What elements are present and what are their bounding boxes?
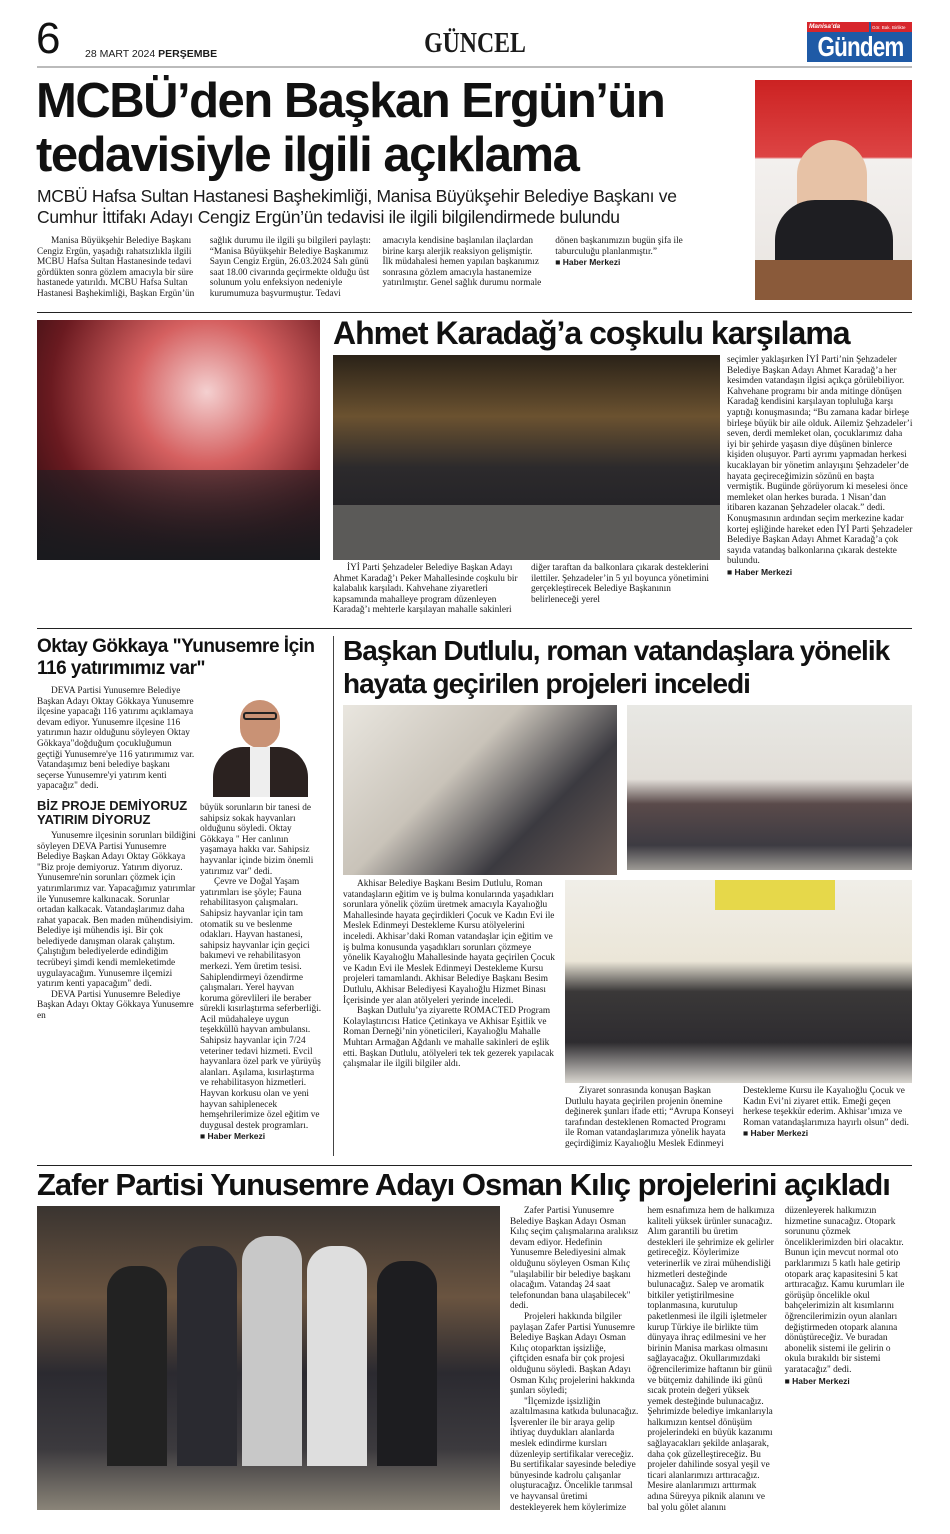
- article4-quote: [565, 1086, 912, 1156]
- article5-body: [510, 1206, 913, 1516]
- article3-subhead: BİZ PROJE DEMİYORUZ YATIRIM DİYORUZ: [37, 797, 188, 828]
- article3-paragraph: Yunusemre ilçesinin sorunları bildiğini söyleyen DEVA Partisi Yunusemre Belediye Başkan Adayı Oktay Gökkaya "Biz proje demiyoruz. Yatırım diyoruz. Yunusemre'nin sorunları çözmek için yatırımlarımız var. Yapacağımız yatırımlar ile Yunusemre kalkınacak. Sorunlar ortadan kalkacak. Vatandaşlarımız daha rahat yapacak. Ben maden mühendisiyim. Belediye işi mühendis işi. Bir çok belediyede danışman olarak çalıştım. Çalıştığım belediyelerde edindiğim tecrübeyi şimdi kendi memleketimde uygulayacağım. Yunusemre ilçemizi yatırım kenti yapacağım" dedi.: [37, 830, 196, 990]
- article3-paragraph: büyük sorunların bir tanesi de sahipsiz sokak hayvanları olduğunu söyledi. Oktay Gökkaya " Her canlının yaşamaya hakkı var. Sahipsiz hayvanlar içinde bizim önemli yatırımız var" dedi.: [200, 803, 314, 877]
- article4-headline: Başkan Dutlulu, roman vatandaşlara yönelik hayata geçirilen projeleri inceledi: [343, 635, 890, 699]
- logo-tag: Gör. Bak. Birlikte: [871, 22, 912, 32]
- logo-main: Gündem: [817, 31, 904, 62]
- article2-headline: Ahmet Karadağ’a coşkulu karşılama: [333, 315, 850, 351]
- article5-headline: Zafer Partisi Yunusemre Adayı Osman Kılıç projelerini açıkladı: [37, 1167, 890, 1202]
- newspaper-logo: [807, 22, 912, 62]
- column-divider: [333, 636, 334, 1156]
- logo-top: Manisa'da: [807, 22, 869, 32]
- article3-paragraph: Çevre ve Doğal Yaşam yatırımları ise şöyle; Fauna rehabilitasyon çalışmaları. Sahipsiz hayvanlar için tam otomatik su ve beslenme odakları. Hayvan hastanesi, sahipsiz hayvanlar için geçici bakımevi ve rehabilitasyon merkezi. Yem üretim tesisi. Sahiplendirmeyi özendirme çalışmaları. Yerel hayvan koruma görevlileri ile beraber sürekli kısırlaştırma seferberliği. Acil müdahaleye uygun teşekküllü hayvan ambulansı. Sahipsiz hayvanlar için 7/24 veteriner tedavi hizmeti. Evcil hayvanlara özel park ve yürüyüş alanları. Aşılama, kısırlaştırma ve rehabilitasyon hizmetleri. Hayvan korkusu olan ve yeni hayvan sahiplenecek hemşehrilerimize özel eğitim ve duygusal destek programları.: [200, 877, 322, 1131]
- weekday: PERŞEMBE: [158, 48, 218, 60]
- article3-paragraph: DEVA Partisi Yunusemre Belediye Başkan Adayı Oktay Gökkaya Yunusemre en: [37, 989, 194, 1022]
- byline: ■ Haber Merkezi: [200, 1131, 265, 1141]
- article1-photo-ergun: [755, 80, 912, 300]
- article1-subtitle: MCBÜ Hafsa Sultan Hastanesi Başhekimliği, Manisa Büyükşehir Belediye Başkanı ve Cumhur İttifakı Adayı Cengiz Ergün’ün tedavisi ile ilgili bilgilendirmede bulundu: [37, 186, 677, 227]
- article5-paragraph: "İlçemizde işsizliğin azaltılmasına katkıda bulunacağız. İşverenler ile bir araya gelip ihtiyaç duydukları alanlarda meslek edindirme kursları düzenleyip sertifikalar vereceğiz. Bu sertifikalar sayesinde belediye bünyesinde kadrolu çalışanlar oluşturacağız. Öncelikle tarımsal ve hayvansal üretimi destekleyerek hem köylerimize hem esnafımıza hem de halkımıza kaliteli yüksek ürünler sunacağız. Alım garantili bu üretim destekleri ile şehrimize ek gelirler getireceğiz. Köylerimize veterinerlik ve zirai mühendisliği hizmetleri desteğinde bulunacağız. Salep ve aromatik bitkiler yetiştirilmesine toplanmasına, kurutulup paketlenmesi ile ilgili işletmeler kurup Türkiye ile birlikte tüm dünyaya ihraç edilmesini ve her birinin Manisa markası olmasını sağlayacağız. Okullarımızdaki öğrencilerimize haftanın bir günü ve bütçemiz dahilinde iki günü sıcak protein değeri yüksek yemek desteğinde bulunacağız. Şehrimizde belediye imkanlarıyla halkımızın kentsel dönüşüm projelerindeki en büyük kazanımı sağlayacakları şekilde anlaşarak, daha çok güzelleştireceğiz. Bu projeler dahilinde sosyal yeşil ve ticari alanlarımızı arttıracağız. Mesire alanlarımızı arttırmak adına Süreyya piknik alanını ve bal yolu gölet alanını düzenleyerek halkımızın hizmetine sunacağız. Otopark sorununu çözmek önceliklerimizden biri olacaktır. Bunun için mevcut normal oto parklarımızı 5 katlı hale getirip otopark araç kapasitesini 5 kat arttıracağız. Kamu kurumları ile görüşüp öncelikle okul bahçelerimizin alt kısımlarını öğrencilerimizin oyun alanları değiştirmeden otopark alanına dönüştüreceğiz. Ve buradan abonelik sistemi ile gelirin o okula bırakıldı bir sistemi yaratacağız" dedi.: [510, 1206, 905, 1513]
- article3-headline: Oktay Gökkaya "Yunusemre İçin 116 yatırımımız var": [37, 636, 315, 679]
- byline: ■ Haber Merkezi: [727, 567, 792, 577]
- byline: ■ Haber Merkezi: [743, 1128, 808, 1138]
- article4-paragraph: Başkan Dutlulu’ya ziyarette ROMACTED Program Kolaylaştırıcısı Hatice Çetinkaya ve Akhisar Eşitlik ve Roman Derneği’nin yöneticileri, Kayalıoğlu Mahalle Muhtarı Armağan Ağdanlı ve mahalle sakinleri de eşlik etti. Başkan Dutlulu, atölyeleri tek tek gezerek yapılacak çalışmalar ile ilgili bilgiler aldı.: [343, 1006, 554, 1070]
- issue-date: [85, 48, 217, 60]
- article1-body: [37, 236, 717, 302]
- divider: [37, 312, 912, 313]
- section-title: GÜNCEL: [424, 28, 526, 59]
- article4-photo-group: [627, 705, 912, 870]
- article5-paragraph: Zafer Partisi Yunusemre Belediye Başkan Adayı Osman Kılıç seçim çalışmalarına aralıksız devam ediyor. Hedefinin Yunusemre Belediyesini almak olduğunu söyleyen Osman Kılıç "ulaşılabilir bir belediye başkanı olacağım. Vatandaş 24 saat telefonundan bana ulaşabilecek" dedi.: [510, 1206, 639, 1312]
- article2-side-column: [727, 355, 913, 578]
- byline: ■ Haber Merkezi: [555, 257, 620, 267]
- article2-photo-crowd: [333, 355, 720, 560]
- header-rule: [37, 66, 912, 68]
- article3-column1: [37, 686, 199, 1022]
- page-number: 6: [36, 14, 61, 63]
- article4-photo-visit: [343, 705, 617, 875]
- date: 28 MART 2024: [85, 48, 156, 60]
- article3-column2: [200, 803, 324, 1143]
- article4-body: [343, 879, 556, 1070]
- article3-paragraph: DEVA Partisi Yunusemre Belediye Başkan Adayı Oktay Gökkaya Yunusemre ilçesine yapacağı 116 yatırımı açıklamaya devam ediyor. Yunusemre ilçesine 116 yatırımın hazır olduğunu söyleyen Oktay Gökkaya"doğduğum çocukluğumun geçtiği Yunusemre'ye 116 yatırımımız var. Vatandaşımız beni belediye başkanı seçerse Yunusemre'yi yatırım kenti yapacağız" dedi.: [37, 686, 195, 792]
- article2-paragraph: İYİ Parti Şehzadeler Belediye Başkan Adayı Ahmet Karadağ’ı Peker Mahallesinde coşkulu bir kalabalık karşıladı. Kahvehane ziyaretleri kapsamında mahalleye program düzenleyen Karadağ’ı mehterle karşılayan mahalle sakinleri diğer taraftan da balkonlara çıkarak desteklerini ilettiler. Şehzadeler’in 5 yıl boyunca yönetimini gerçekleştirecek Belediye Başkanının belirleneceği yerel: [333, 563, 709, 616]
- article5-photo-kilic-youth: [37, 1206, 500, 1510]
- article2-photo-flares: [37, 320, 320, 560]
- article4-paragraph: Akhisar Belediye Başkanı Besim Dutlulu, Roman vatandaşların eğitim ve iş bulma konularında yaşadıkları sorunlara yönelik çözüm üretmek amacıyla Kayalıoğlu Mahallesinde hayata geçirdikleri Çocuk ve Kadın Evi ile Meslek Edinmeyi Destekleme Kursu atölyelerini inceledi. Akhisar’daki Roman vatandaşlar için eğitim ve iş bulma konusunda yaşadıkları sorunları çözmeye yönelik Kayalıoğlu Mahallesinde hayata geçirilen Çocuk ve Kadın Evi ile Meslek Edinmeyi Destekleme Kursu projeleri tamamlandı. Akhisar Belediye Başkanı Besim Dutlulu, Akhisar Belediyesi Kayalıoğlu Hizmet Binası İçerisinde yer alan atölyeleri yerinde inceledi.: [343, 879, 555, 1006]
- divider: [37, 628, 912, 629]
- article3-photo-gokkaya: [205, 692, 320, 797]
- article1-headline: MCBÜ’den Başkan Ergün’ün tedavisiyle ilgili açıklama: [36, 74, 665, 182]
- divider: [37, 1165, 912, 1166]
- article5-paragraph: Projeleri hakkında bilgiler paylaşan Zafer Partisi Yunusemre Belediye Başkan Adayı Osman Kılıç otoparktan işsizliğe, çiftçiden esnafa bir çok projesi olduğunu söyledi. Başkan Adayı Osman Kılıç projelerini hakkında şunları söyledi;: [510, 1311, 635, 1397]
- article2-paragraph: seçimler yaklaşırken İYİ Parti’nin Şehzadeler Belediye Başkan Adayı Ahmet Karadağ’a her kesimden vatandaşın ilgisi açıkça görülebiliyor. Kahvehane programı bir anda mitinge dönüşen Karadağ kendisini karşılayan topluluğa karşı yaptığı konuşmasında; “Bu zamana kadar birleşe birleşe büyük bir aile olduk. Ailemiz Şehzadeler’i seven, derdi memleket olan, çocuklarımız daha iyi bir şehirde yaşasın diye düşünen binlerce kişiden oluşuyor. Parti ayrımı yapmadan herkesi kucaklayan bir yönetim anlayışını Şehzadeler’de hayata geçireceğimizin sözünü en başta vermiştik. Bugünde görüyorum ki meselesi önce memleket olan herkes burada. 1 Nisan’dan itibaren kazanan Şehzadeler olacak.” dedi. Konuşmasının ardından seçim merkezine kadar kortej eşliğinde hareket eden İYİ Parti Şehzadeler Belediye Başkan Adayı Ahmet Karadağ’a çok sayıda vatandaş balkonlarına çıkarak destekte bulundu.: [727, 355, 913, 567]
- article2-caption-body: [333, 563, 720, 619]
- article1-paragraph: Manisa Büyükşehir Belediye Başkanı Cengiz Ergün, yaşadığı rahatsızlıkla ilgili MCBU Hafsa Sultan Hastanesinde tedavi gördükten sonra gözlem amacıyla bir süre hastanede yatırıldı. MCBU Hafsa Sultan Hastanesi Başhekimliği, Başkan Ergün’ün sağlık durumu ile ilgili şu bilgileri paylaştı: “Manisa Büyükşehir Belediye Başkanımız Sayın Cengiz Ergün, 26.03.2024 Salı günü saat 18.00 civarında geçirmekte olduğu üst solunum yolu enfeksiyon nedeniyle kurumumuza başvurmuştur. Tedavi amacıyla kendisine başlanılan ilaçlardan birine karşı alerjik reaksiyon gelişmiştir. İlk müdahalesi hemen yapılan başkanımız sonrasına gözlem amacıyla hastanemize yatırılmıştır. Genel sağlık durumu normale dönen başkanımızın bugün şifa ile taburculuğu planlanmıştır.”: [37, 236, 683, 299]
- article4-photo-classroom: [565, 880, 912, 1083]
- article4-paragraph: Ziyaret sonrasında konuşan Başkan Dutlulu hayata geçirilen projenin önemine değinerek şunları ifade etti; “Avrupa Konseyi tarafından desteklenen Romacted Programı ile Roman vatandaşlarımıza yönelik hayata geçirdiğimiz Kayalıoğlu Meslek Edinmeyi Destekleme Kursu ile Kayalıoğlu Çocuk ve Kadın Evi’ni ziyaret ettik. Emeği geçen herkese teşekkür ederim. Akhisar’ımıza ve Roman vatandaşlarımıza hayırlı olsun” dedi.: [565, 1086, 910, 1149]
- byline: ■ Haber Merkezi: [785, 1376, 850, 1386]
